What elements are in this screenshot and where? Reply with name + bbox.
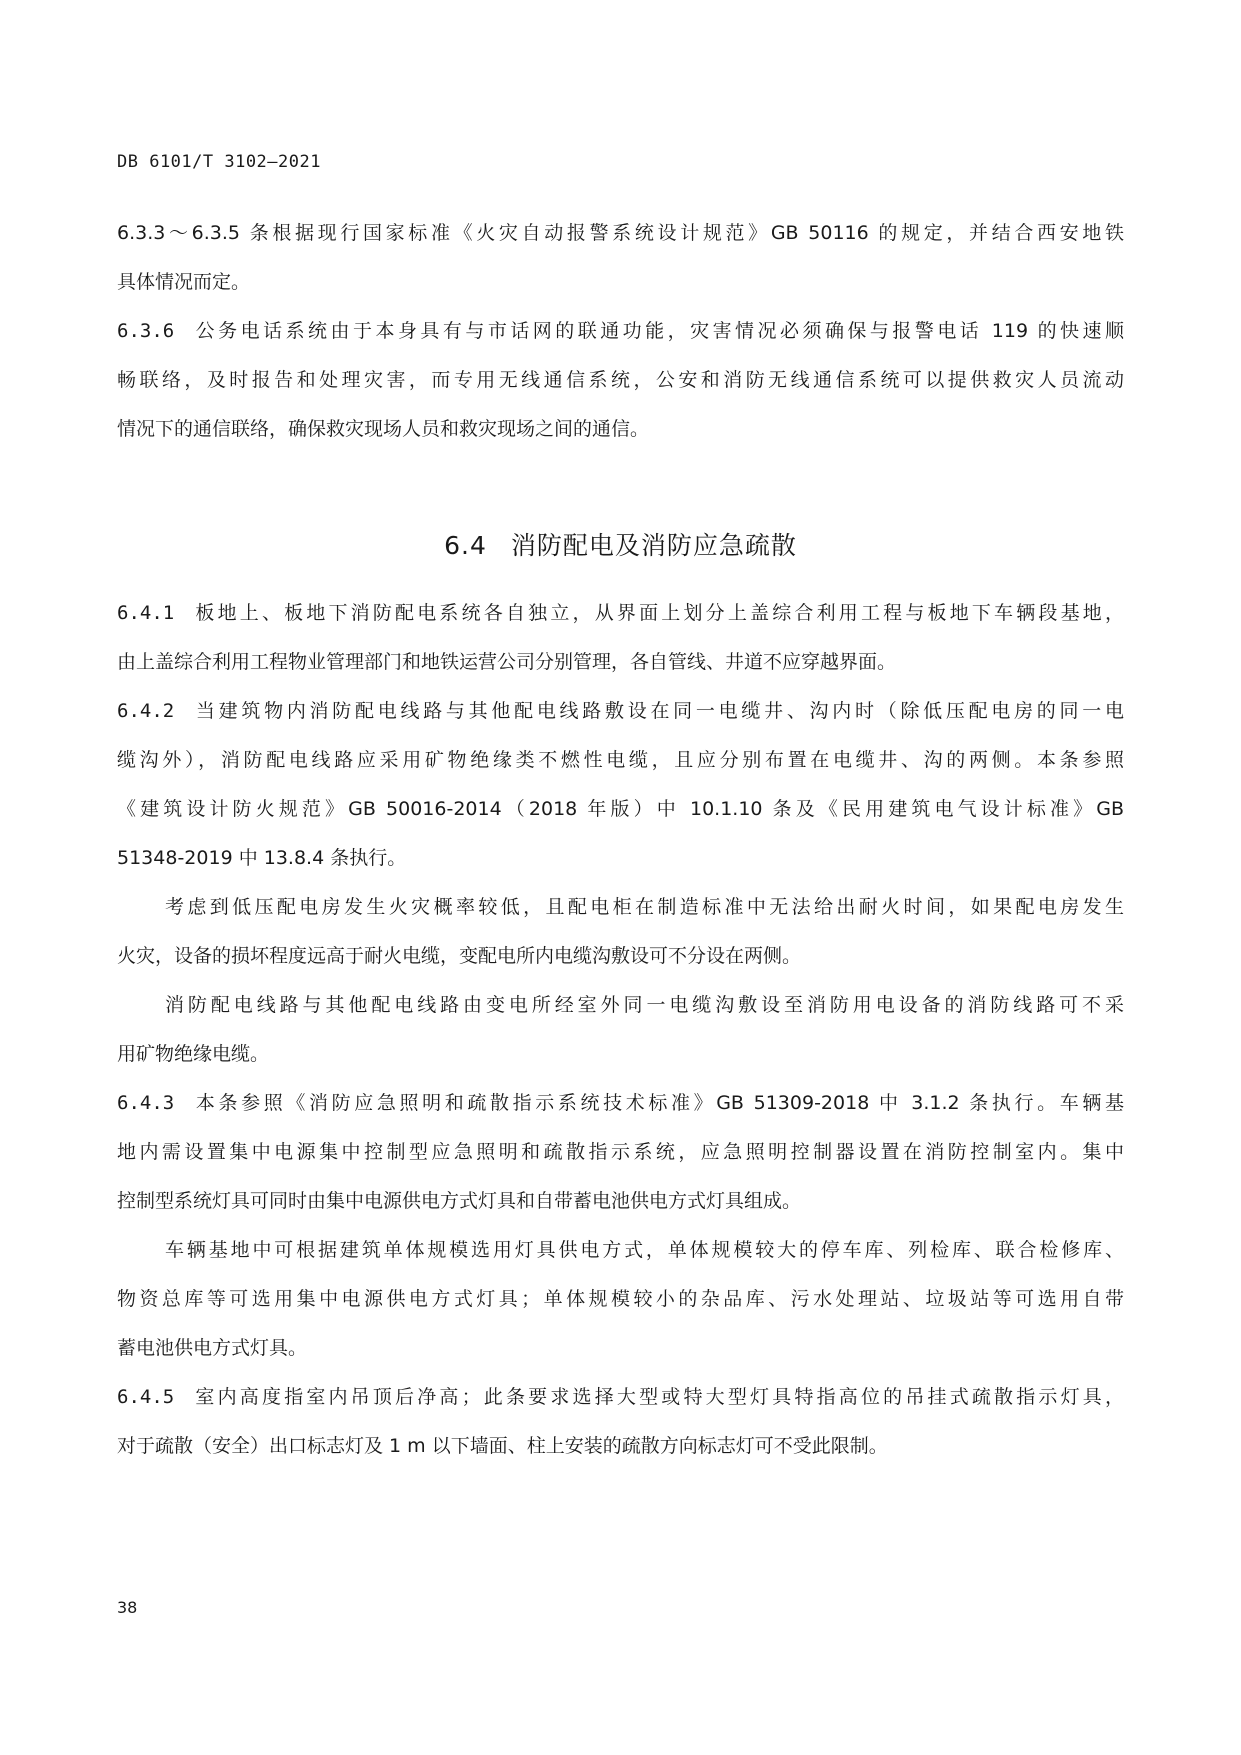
paragraph-line: 畅联络，及时报告和处理灾害，而专用无线通信系统，公安和消防无线通信系统可以提供救灾人员流动 <box>117 369 1124 391</box>
paragraph-line: 6.3.3～6.3.5 条根据现行国家标准《火灾自动报警系统设计规范》GB 50116 的规定，并结合西安地铁 <box>117 222 1124 244</box>
paragraph-line: 6.4.5 室内高度指室内吊顶后净高；此条要求选择大型或特大型灯具特指高位的吊挂式疏散指示灯具， <box>117 1386 1124 1408</box>
section-heading: 消防配电及消防应急疏散 <box>510 531 797 560</box>
section-title <box>0 526 1241 562</box>
paragraph-line: 由上盖综合利用工程物业管理部门和地铁运营公司分别管理，各自管线、井道不应穿越界面。 <box>117 651 897 673</box>
paragraph-line: 51348-2019 中 13.8.4 条执行。 <box>117 847 407 869</box>
paragraph-line: 缆沟外），消防配电线路应采用矿物绝缘类不燃性电缆，且应分别布置在电缆井、沟的两侧。本条参照 <box>117 749 1124 771</box>
paragraph-line: 具体情况而定。 <box>117 271 251 293</box>
paragraph-line: 《建筑设计防火规范》GB 50016-2014（2018 年版）中 10.1.10 条及《民用建筑电气设计标准》GB <box>117 798 1124 820</box>
paragraph-line: 车辆基地中可根据建筑单体规模选用灯具供电方式，单体规模较大的停车库、列检库、联合检修库、 <box>165 1239 1124 1261</box>
clause-6-4-2-paragraph-3 <box>117 981 1124 1079</box>
paragraph-line: 情况下的通信联络，确保救灾现场人员和救灾现场之间的通信。 <box>117 418 650 440</box>
paragraph-line: 控制型系统灯具可同时由集中电源供电方式灯具和自带蓄电池供电方式灯具组成。 <box>117 1190 802 1212</box>
clause-number: 6.4.1 <box>117 602 175 624</box>
clause-6-3-6 <box>117 307 1124 454</box>
clause-6-4-3 <box>117 1079 1124 1226</box>
clause-6-4-3-paragraph-2 <box>117 1226 1124 1373</box>
clause-number: 6.4.5 <box>117 1386 175 1408</box>
clause-6-4-5 <box>117 1373 1124 1471</box>
paragraph-line: 地内需设置集中电源集中控制型应急照明和疏散指示系统，应急照明控制器设置在消防控制室内。集中 <box>117 1141 1124 1163</box>
paragraph-line: 6.4.3 本条参照《消防应急照明和疏散指示系统技术标准》GB 51309-2018 中 3.1.2 条执行。车辆基 <box>117 1092 1124 1114</box>
paragraph-line: 用矿物绝缘电缆。 <box>117 1043 270 1065</box>
paragraph-line: 6.4.2 当建筑物内消防配电线路与其他配电线路敷设在同一电缆井、沟内时（除低压配电房的同一电 <box>117 700 1124 722</box>
clause-6-3-3 <box>117 209 1124 307</box>
paragraph-line: 6.3.6 公务电话系统由于本身具有与市话网的联通功能，灾害情况必须确保与报警电话 119 的快速顺 <box>117 320 1124 342</box>
paragraph-line: 物资总库等可选用集中电源供电方式灯具；单体规模较小的杂品库、污水处理站、垃圾站等可选用自带 <box>117 1288 1124 1310</box>
clause-number: 6.3.6 <box>117 320 175 342</box>
clause-6-4-1 <box>117 589 1124 687</box>
paragraph-line: 消防配电线路与其他配电线路由变电所经室外同一电缆沟敷设至消防用电设备的消防线路可不采 <box>165 994 1124 1016</box>
clause-6-4-2-paragraph-2 <box>117 883 1124 981</box>
paragraph-line: 火灾，设备的损坏程度远高于耐火电缆，变配电所内电缆沟敷设可不分设在两侧。 <box>117 945 802 967</box>
section-number: 6.4 <box>444 531 487 560</box>
clause-6-4-2 <box>117 687 1124 883</box>
standard-code: DB 6101/T 3102—2021 <box>117 152 321 172</box>
paragraph-line: 对于疏散（安全）出口标志灯及 1 m 以下墙面、柱上安装的疏散方向标志灯可不受此限制。 <box>117 1435 888 1457</box>
paragraph-line: 6.4.1 板地上、板地下消防配电系统各自独立，从界面上划分上盖综合利用工程与板地下车辆段基地， <box>117 602 1124 624</box>
clause-number: 6.4.3 <box>117 1092 175 1114</box>
clause-number: 6.4.2 <box>117 700 175 722</box>
paragraph-line: 蓄电池供电方式灯具。 <box>117 1337 308 1359</box>
paragraph-line: 考虑到低压配电房发生火灾概率较低，且配电柜在制造标准中无法给出耐火时间，如果配电房发生 <box>165 896 1124 918</box>
page-number: 38 <box>117 1598 138 1617</box>
